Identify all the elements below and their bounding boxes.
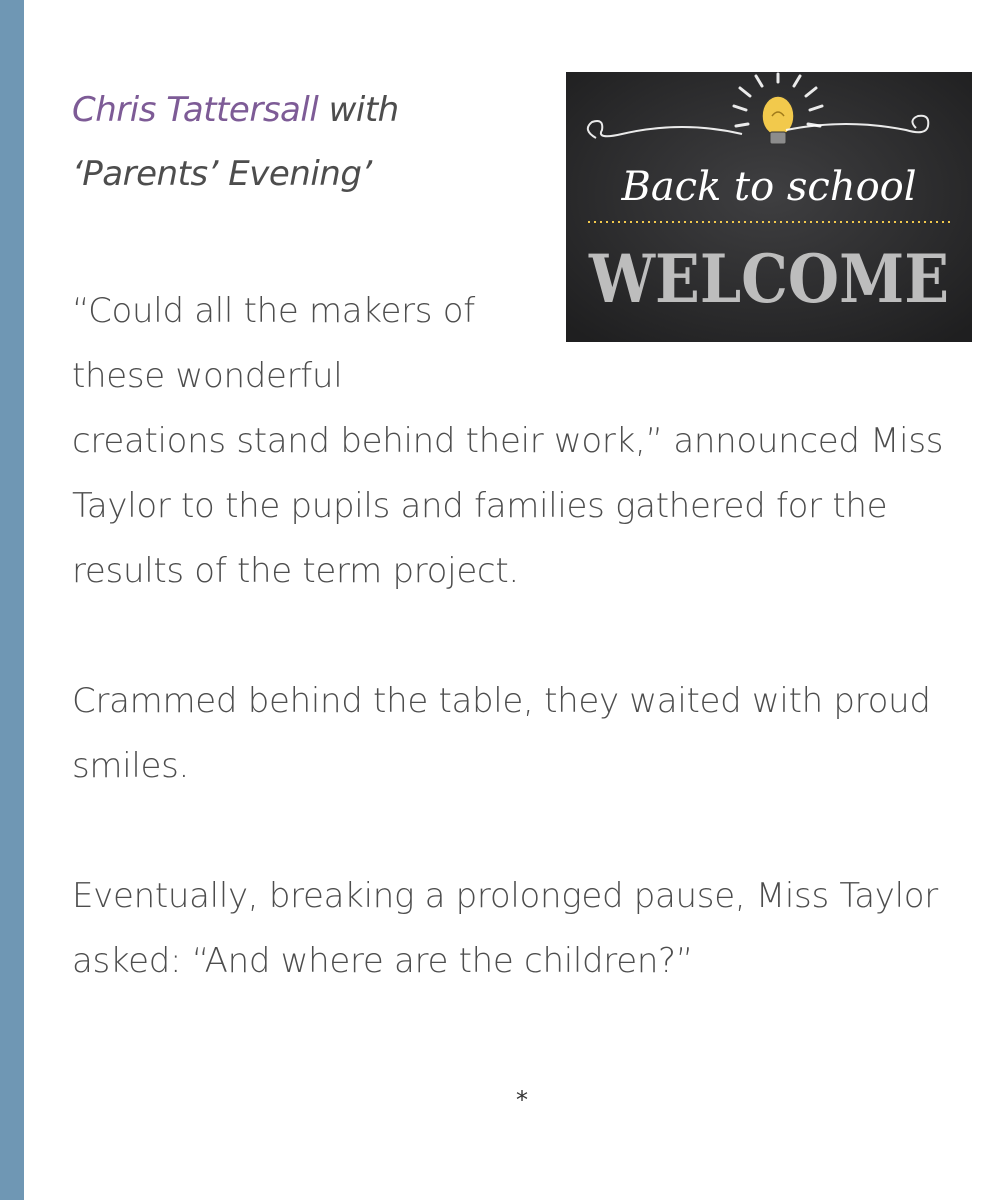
chalkboard-graphic [566,72,972,342]
byline-with: with [318,90,399,130]
paragraph-1-line-a: “Could all the makers of [72,291,475,331]
board-script-text: Back to school [621,164,917,210]
story-title: ‘Parents’ Evening’ [72,154,372,194]
byline [72,78,542,206]
author-link[interactable]: Chris Tattersall [72,90,319,130]
section-separator: * [516,1086,528,1114]
paragraph-1-line-b: these wonderful [72,356,343,396]
board-welcome-text: WELCOME [588,240,949,318]
paragraph-3: Eventually, breaking a prolonged pause, Miss Taylor asked: “And where are the children?” [72,876,938,981]
paragraph-1-rest: creations stand behind their work,” announced Miss Taylor to the pupils and families gathered for the results of the term project. [72,421,944,591]
paragraph-2: Crammed behind the table, they waited with proud smiles. [72,681,931,786]
article-content [72,78,972,1114]
back-to-school-image [566,72,972,342]
left-accent-bar [0,0,24,1200]
